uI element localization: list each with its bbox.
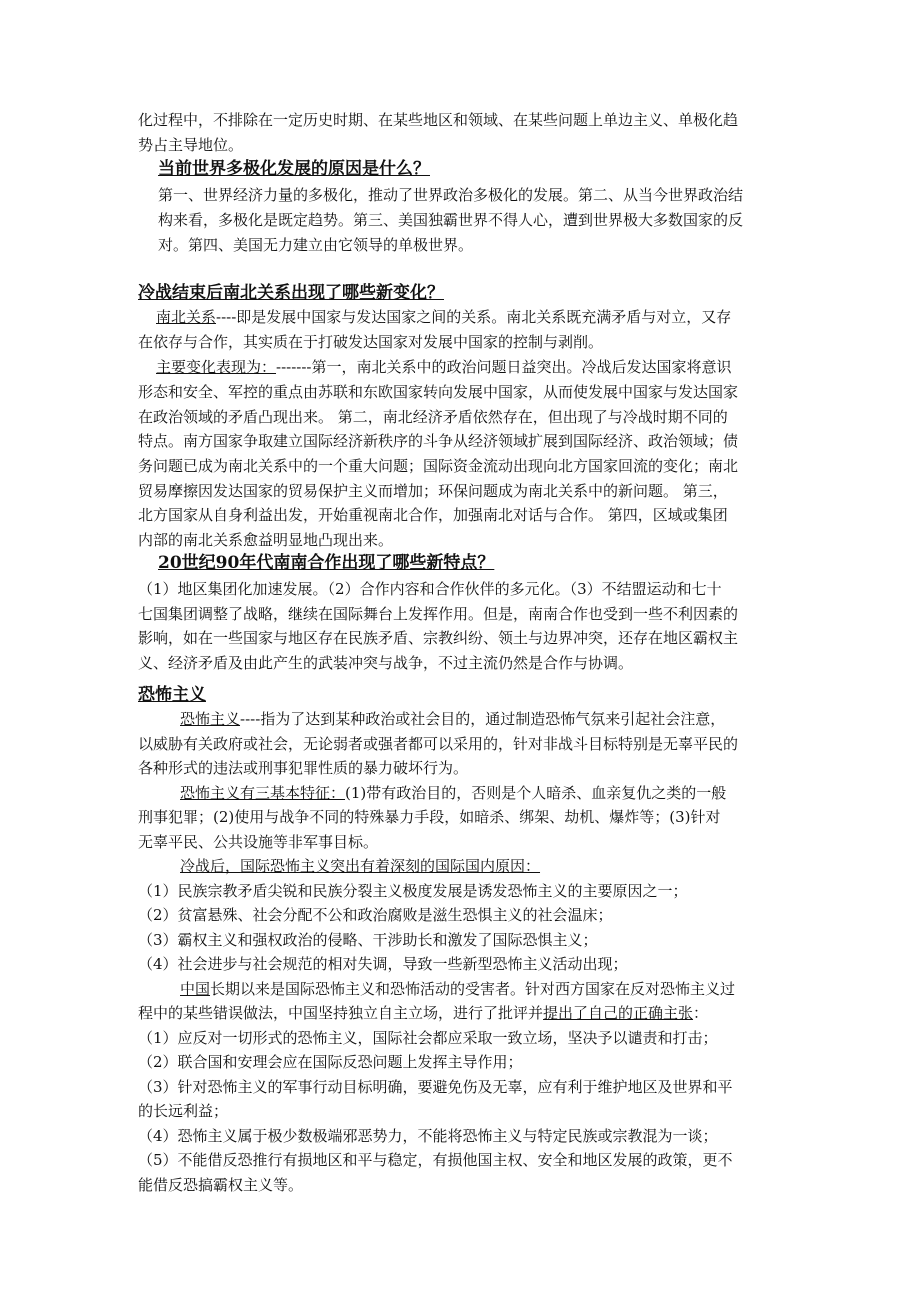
paragraph-line: 无辜平民、公共设施等非军事目标。: [138, 833, 379, 851]
paragraph-line: [156, 356, 732, 378]
paragraph-line: 在政治领域的矛盾凸现出来。 第二，南北经济矛盾依然存在，但出现了与冷战时期不同的: [138, 408, 728, 426]
paragraph-line: [180, 708, 725, 730]
section-heading-terrorism: 恐怖主义: [138, 685, 206, 705]
paragraph-line: 构来看，多极化是既定趋势。第三、美国独霸世界不得人心，遭到世界极大多数国家的反: [158, 211, 744, 229]
term-three-features: 恐怖主义有三基本特征：: [180, 784, 346, 802]
paragraph-line: 形态和安全、军控的重点由苏联和东欧国家转向发展中国家，从而使发展中国家与发达国家: [138, 383, 739, 401]
section-heading-north-south: 冷战结束后南北关系出现了哪些新变化？: [138, 283, 444, 303]
list-item: （1）民族宗教矛盾尖锐和民族分裂主义极度发展是诱发恐怖主义的主要原因之一；: [138, 882, 688, 900]
paragraph-line: 刑事犯罪；(2)使用与战争不同的特殊暴力手段，如暗杀、绑架、劫机、爆炸等；(3)针对: [138, 808, 721, 826]
paragraph-line: （1）地区集团化加速发展。（2）合作内容和合作伙伴的多元化。（3）不结盟运动和七十: [138, 580, 722, 598]
list-item: （2）联合国和安理会应在国际反恐问题上发挥主导作用；: [138, 1053, 523, 1071]
features-text: (1)带有政治目的，否则是个人暗杀、血亲复仇之类的一般: [345, 784, 727, 802]
paragraph-line: 内部的南北关系愈益明显地凸现出来。: [138, 531, 394, 549]
paragraph-line: 各种形式的违法或刑事犯罪性质的暴力破坏行为。: [138, 759, 469, 777]
definition-text: ----指为了达到某种政治或社会目的，通过制造恐怖气氛来引起社会注意，: [240, 710, 726, 728]
list-item: （3）针对恐怖主义的军事行动目标明确，要避免伤及无辜，应有利于维护地区及世界和平: [138, 1078, 733, 1096]
paragraph-line: 务问题已成为南北关系中的一个重大问题；国际资金流动出现向北方国家回流的变化；南北: [138, 457, 739, 475]
changes-text: -------第一，南北关系中的政治问题日益突出。冷战后发达国家将意识: [276, 358, 732, 376]
paragraph-line: 贸易摩擦因发达国家的贸易保护主义而增加；环保问题成为南北关系中的新问题。 第三，: [138, 482, 728, 500]
term-north-south: 南北关系: [156, 308, 217, 326]
paragraph-line: 第一、世界经济力量的多极化，推动了世界政治多极化的发展。第二、从当今世界政治结: [158, 186, 744, 204]
paragraph-line: [138, 1002, 708, 1024]
paragraph-line: 七国集团调整了战略，继续在国际舞台上发挥作用。但是，南南合作也受到一些不利因素的: [138, 605, 739, 623]
paragraph-line: 对。第四、美国无力建立由它领导的单极世界。: [158, 236, 474, 254]
list-item: 的长远利益；: [138, 1102, 229, 1120]
paragraph-line: [180, 978, 735, 1000]
list-item: （5）不能借反恐推行有损地区和平与稳定，有损他国主权、安全和地区发展的政策，更不: [138, 1151, 733, 1169]
term-terrorism: 恐怖主义: [180, 710, 241, 728]
list-item: （3）霸权主义和强权政治的侵略、干涉助长和激发了国际恐惧主义；: [138, 931, 598, 949]
paragraph-line: [156, 306, 731, 328]
paragraph-line: 以威胁有关政府或社会，无论弱者或强者都可以采用的，针对非战斗目标特别是无辜平民的: [138, 735, 739, 753]
section-heading-multipolar: 当前世界多极化发展的原因是什么？: [158, 159, 430, 179]
paragraph-line: 义、经济矛盾及由此产生的武装冲突与战争，不过主流仍然是合作与协调。: [138, 654, 634, 672]
list-item: 能借反恐搞霸权主义等。: [138, 1176, 304, 1194]
paragraph-line: 化过程中，不排除在一定历史时期、在某些地区和领域、在某些问题上单边主义、单极化趋: [138, 111, 739, 129]
paragraph-line: 在依存与合作，其实质在于打破发达国家对发展中国家的控制与剥削。: [138, 333, 604, 351]
term-main-changes: 主要变化表现为：: [156, 358, 277, 376]
section-heading-south-south: 20世纪90年代南南合作出现了哪些新特点？: [158, 553, 495, 573]
china-text: 程中的某些错误做法，中国坚持独立自主立场，进行了批评并: [138, 1004, 544, 1022]
term-correct-position: 提出了自己的正确主张: [543, 1004, 694, 1022]
china-text: 长期以来是国际恐怖主义和恐怖活动的受害者。针对西方国家在反对恐怖主义过: [210, 980, 736, 998]
causes-heading: 冷战后，国际恐怖主义突出有着深刻的国际国内原因：: [180, 857, 541, 875]
paragraph-line: 特点。南方国家争取建立国际经济新秩序的斗争从经济领域扩展到国际经济、政治领域；债: [138, 432, 739, 450]
list-item: （2）贫富悬殊、社会分配不公和政治腐败是滋生恐惧主义的社会温床；: [138, 906, 613, 924]
list-item: （4）社会进步与社会规范的相对失调，导致一些新型恐怖主义活动出现；: [138, 955, 628, 973]
china-colon: ：: [693, 1004, 709, 1022]
paragraph-line: 北方国家从自身利益出发，开始重视南北合作，加强南北对话与合作。 第四，区域或集团: [138, 506, 728, 524]
definition-text: ----即是发展中国家与发达国家之间的关系。南北关系既充满矛盾与对立，又存: [216, 308, 732, 326]
paragraph-line: 势占主导地位。: [138, 136, 244, 154]
paragraph-line: 影响，如在一些国家与地区存在民族矛盾、宗教纠纷、领土与边界冲突，还存在地区霸权主: [138, 629, 739, 647]
list-item: （1）应反对一切形式的恐怖主义，国际社会都应采取一致立场，坚决予以谴责和打击；: [138, 1029, 718, 1047]
list-item: （4）恐怖主义属于极少数极端邪恶势力，不能将恐怖主义与特定民族或宗教混为一谈；: [138, 1127, 718, 1145]
paragraph-line: [180, 782, 726, 804]
term-china: 中国: [180, 980, 211, 998]
